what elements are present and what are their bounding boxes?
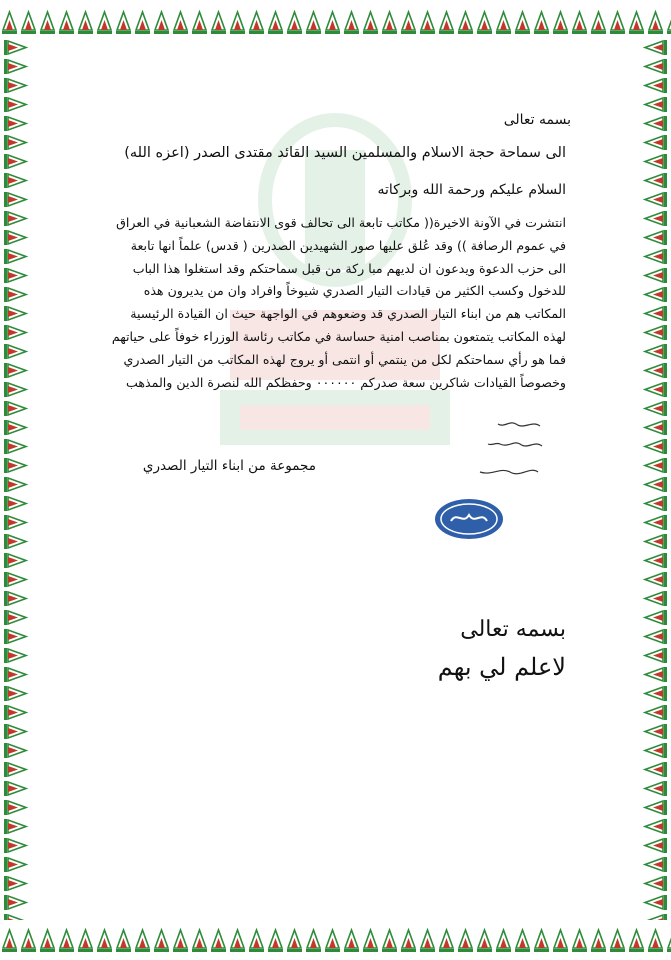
letter-basmala: بسمه تعالى [503, 112, 571, 128]
body-line: في عموم الرصافة )) وقد عُلق عليها صور الشهيدين الصدرين ( قدس) علماً انها تابعة [130, 237, 566, 253]
body-line: المكاتب هم من ابناء التيار الصدري قد وضعوهم في الواجهة حيث ان القيادة الرئيسية [130, 306, 566, 322]
border-top [0, 0, 671, 40]
border-bottom [0, 920, 671, 960]
border-left [0, 0, 40, 960]
letter-sender: مجموعة من ابناء التيار الصدري [142, 458, 316, 474]
reply-text: لاعلم لي بهم [437, 653, 566, 681]
body-line: وخصوصاً القيادات شاكرين سعة صدركم ٠٠٠٠٠٠ وحفظكم الله لنصرة الدين والمذهب [126, 374, 566, 390]
border-right [631, 0, 671, 960]
letter-addressee: الى سماحة حجة الاسلام والمسلمين السيد القائد مقتدى الصدر (اعزه الله) [124, 145, 566, 161]
letter-body [106, 212, 566, 394]
reply-basmala: بسمه تعالى [460, 617, 566, 642]
handwritten-signature [440, 412, 550, 487]
body-line: فما هو رأي سماحتكم لكل من ينتمي أو انتمى أو يروج لهذه المكاتب من التيار الصدري [123, 351, 566, 367]
body-line: الى حزب الدعوة ويدعون ان لديهم مبا ركة من قبل سماحتكم وقد استغلوا هذا الباب [132, 260, 566, 276]
stamp-seal [433, 497, 505, 541]
body-line: لهذه المكاتب يتمتعون بمناصب امنية حساسة في مكاتب رئاسة الوزراء خوفاً على حياتهم [111, 328, 566, 344]
body-line: للدخول وكسب الكثير من قيادات التيار الصدري شيوخاً وافراد وان من يديرون هذه [143, 283, 566, 299]
body-line: انتشرت في الآونة الاخيرة(( مكاتب تابعة الى تحالف قوى الانتفاضة الشعبانية في العراق [116, 215, 566, 230]
letter-greeting: السلام عليكم ورحمة الله وبركاته [377, 182, 566, 198]
